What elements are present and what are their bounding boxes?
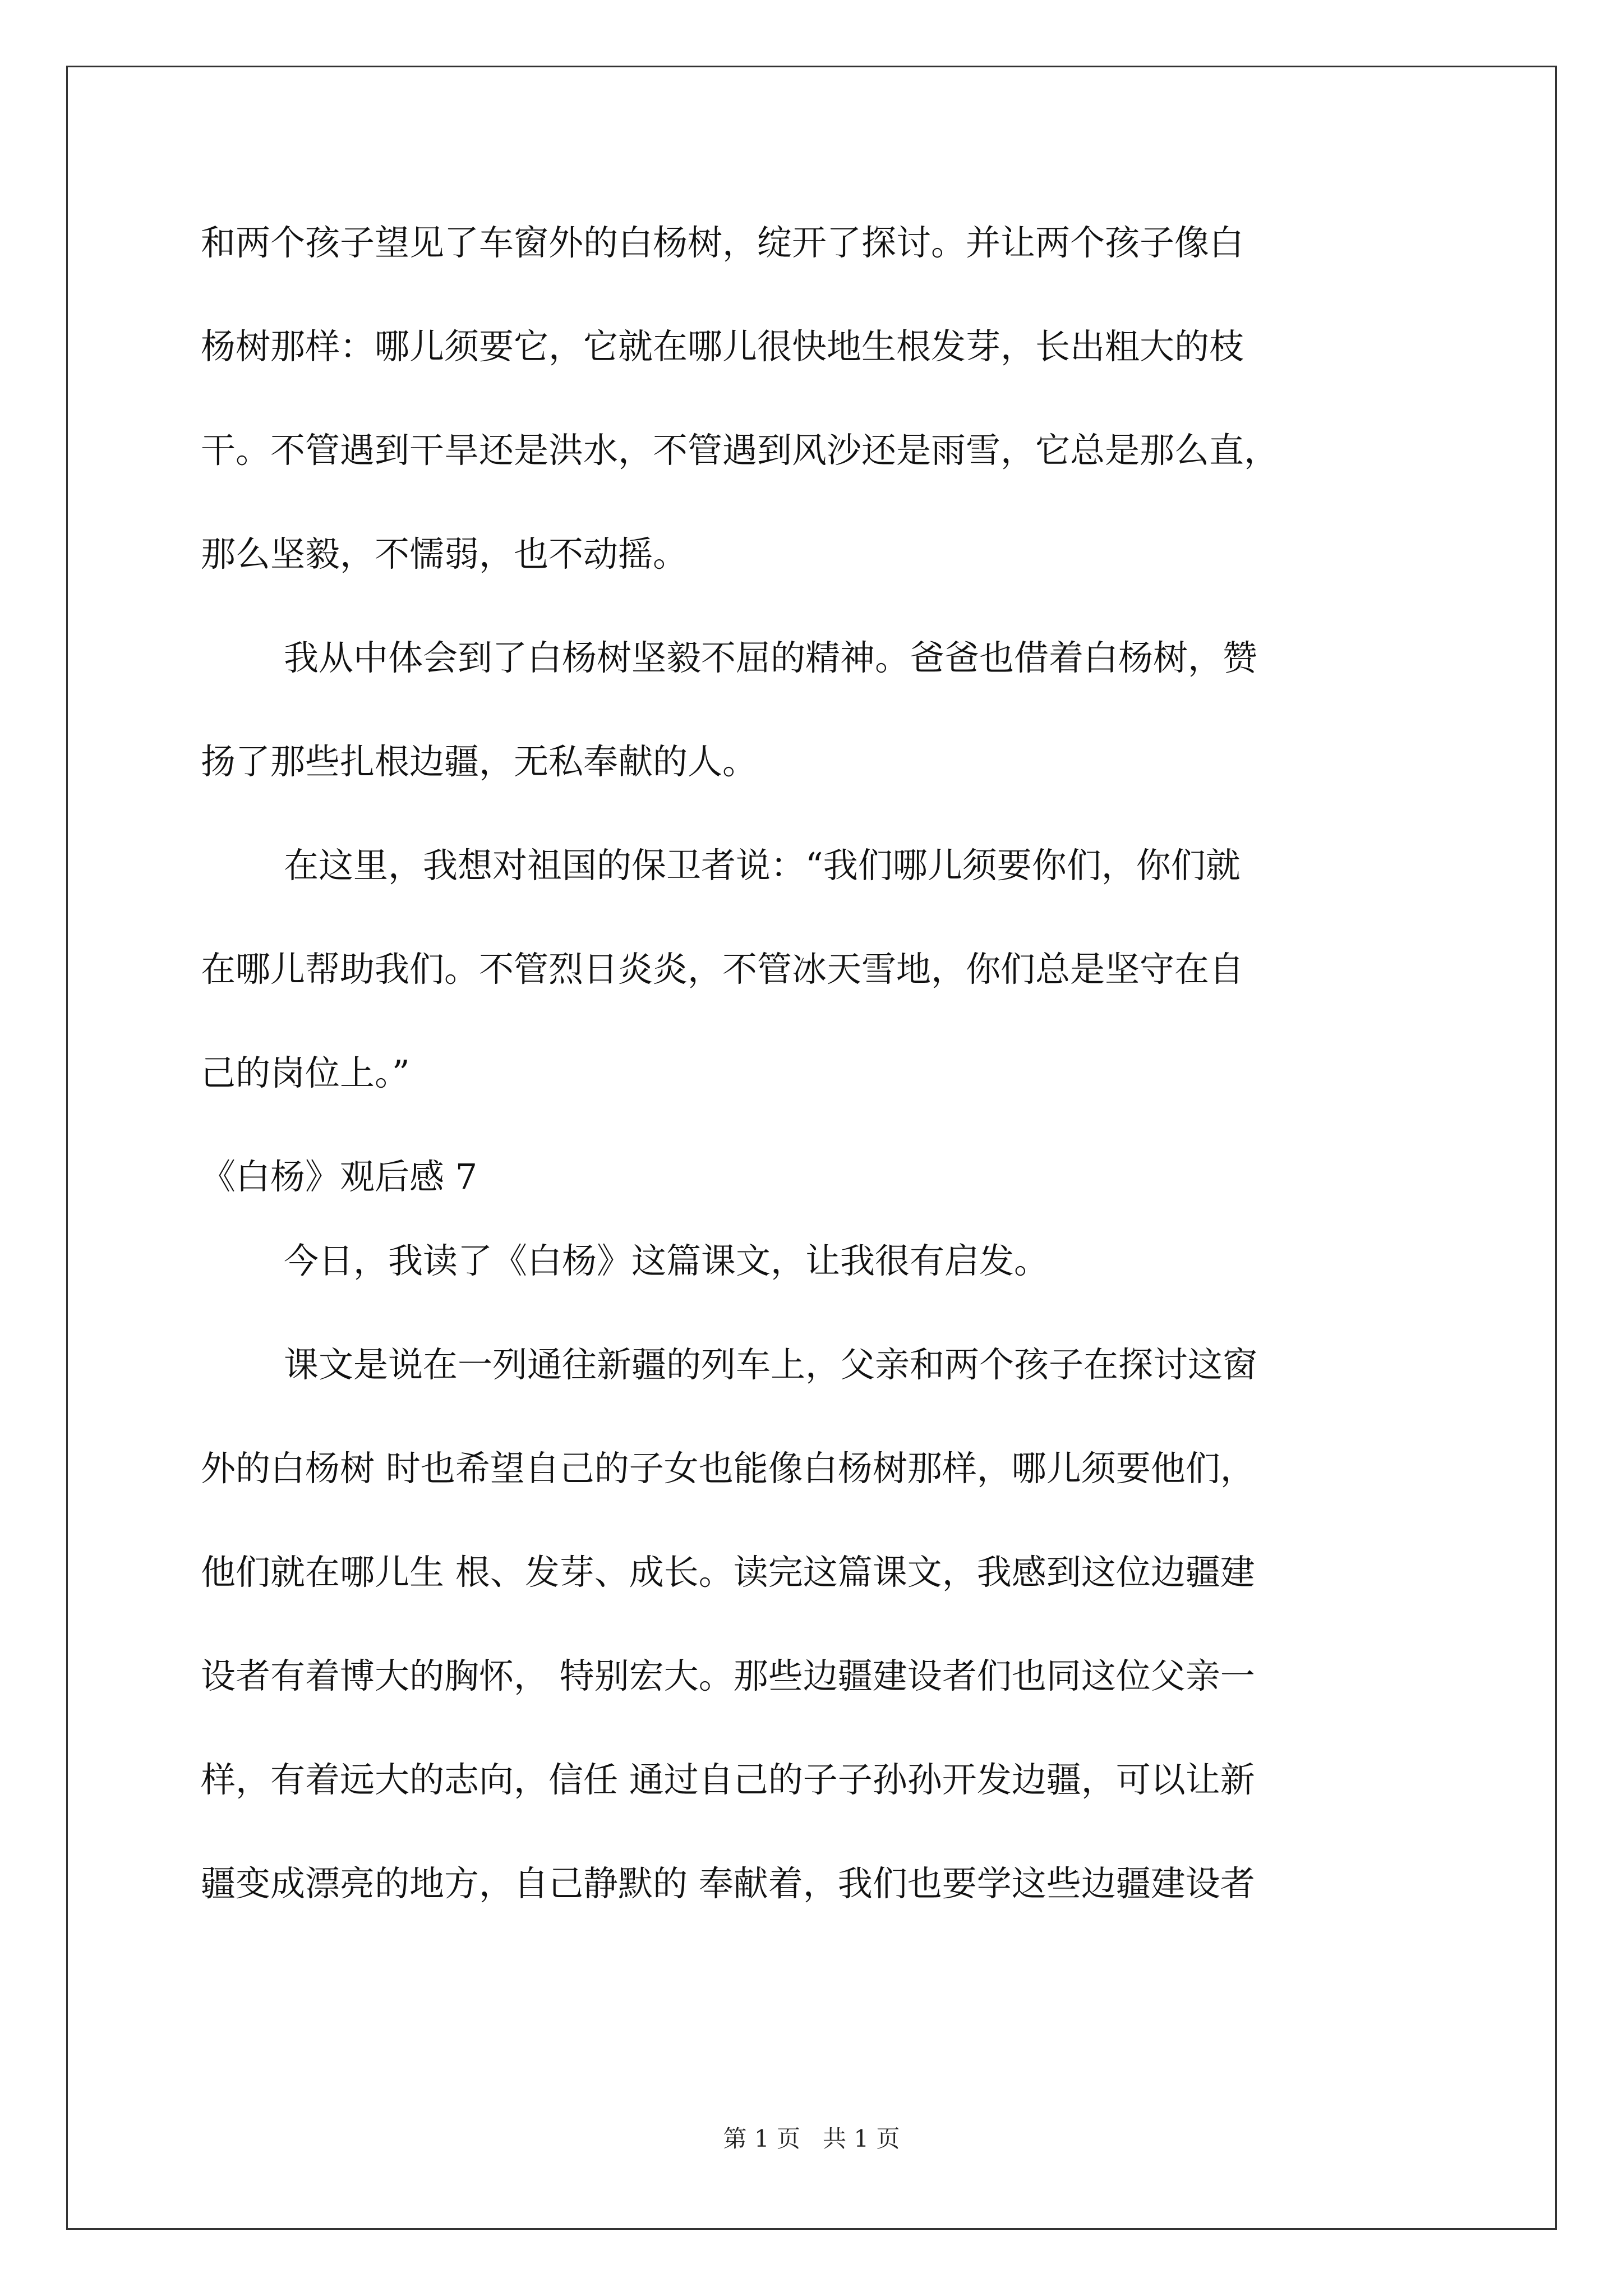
text-line: 在这里，我想对祖国的保卫者说：“我们哪儿须要你们，你们就 [284,845,1241,886]
text-line: 那么坚毅，不懦弱，也不动摇。 [201,533,688,574]
text-line: 扬了那些扎根边疆，无私奉献的人。 [201,741,758,782]
text-line: 设者有着博大的胸怀， 特别宏大。那些边疆建设者们也同这位父亲一 [201,1655,1255,1696]
text-line: 样，有着远大的志向，信任 通过自己的子子孙孙开发边疆，可以让新 [201,1759,1255,1800]
text-line: 己的岗位上。” [201,1052,410,1093]
text-line: 他们就在哪儿生 根、发芽、成长。读完这篇课文，我感到这位边疆建 [201,1552,1255,1593]
section-heading: 《白杨》观后感 7 [201,1156,478,1197]
text-line: 在哪儿帮助我们。不管烈日炎炎，不管冰天雪地，你们总是坚守在自 [201,949,1244,990]
text-line: 和两个孩子望见了车窗外的白杨树，绽开了探讨。并让两个孩子像白 [201,222,1244,263]
text-line: 外的白杨树 时也希望自己的子女也能像白杨树那样，哪儿须要他们， [201,1448,1255,1489]
text-line: 今日，我读了《白杨》这篇课文，让我很有启发。 [284,1240,1049,1281]
text-line: 杨树那样：哪儿须要它，它就在哪儿很快地生根发芽，长出粗大的枝 [201,326,1244,367]
text-line: 疆变成漂亮的地方，自己静默的 奉献着，我们也要学这些边疆建设者 [201,1863,1255,1904]
text-line: 干。不管遇到干旱还是洪水，不管遇到风沙还是雨雪，它总是那么直， [201,430,1279,471]
text-line: 课文是说在一列通往新疆的列车上，父亲和两个孩子在探讨这窗 [284,1344,1258,1385]
page-footer: 第 1 页 共 1 页 [723,2125,900,2152]
document-body [201,218,1435,1962]
text-line: 我从中体会到了白杨树坚毅不屈的精神。爸爸也借着白杨树，赞 [284,637,1258,678]
